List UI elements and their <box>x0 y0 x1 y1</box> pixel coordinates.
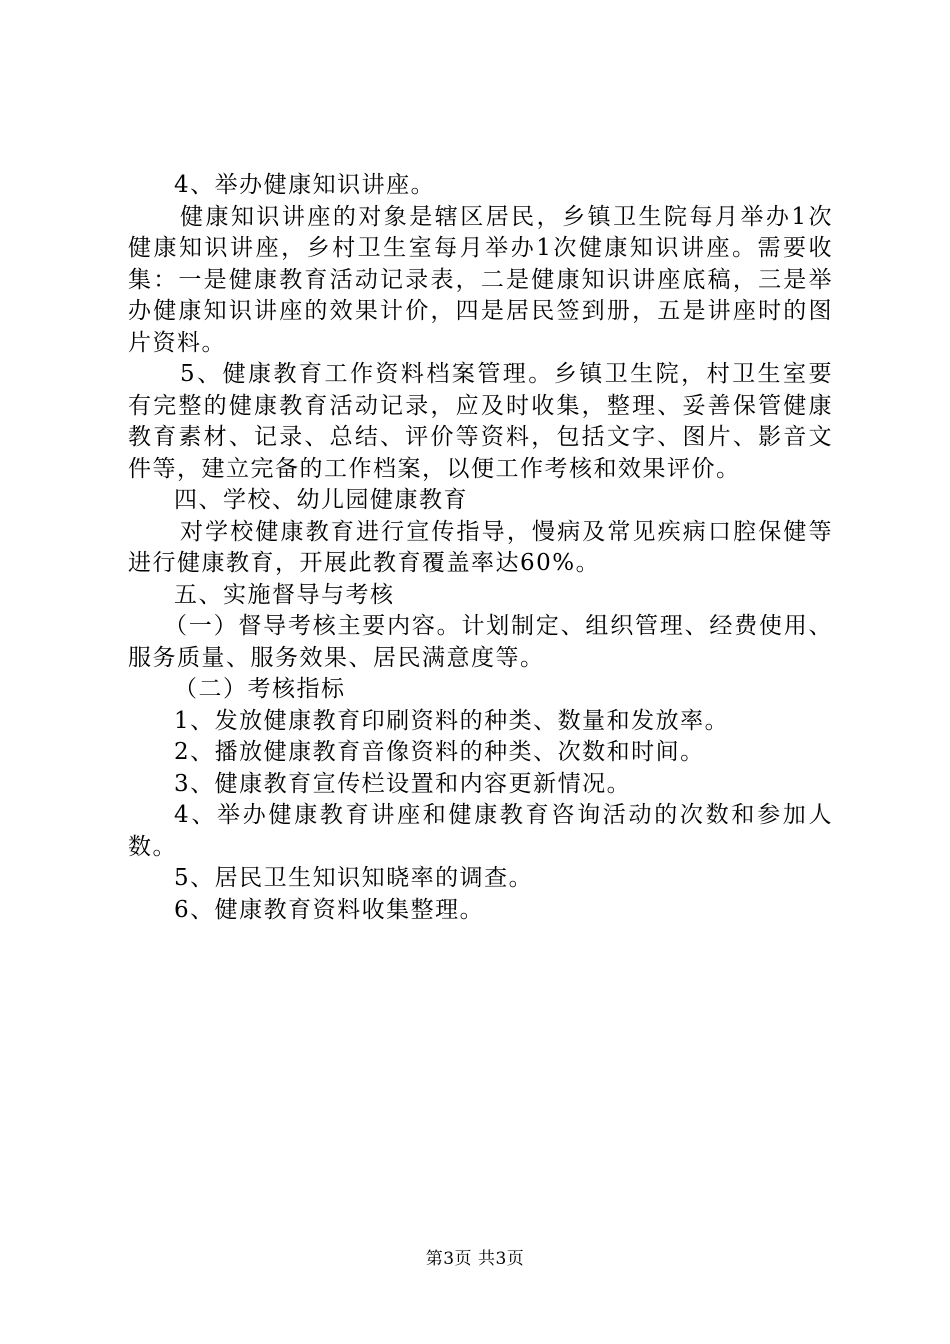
indicator-item: 3、健康教育宣传栏设置和内容更新情况。 <box>174 770 632 797</box>
indicator-item: 4、举办健康教育讲座和健康教育咨询活动的次数和参加人数。 <box>128 802 833 860</box>
paragraph-lecture: 健康知识讲座的对象是辖区居民，乡镇卫生院每月举办1次健康知识讲座，乡村卫生室每月举办1次健康知识讲座。需要收集：一是健康教育活动记录表，二是健康知识讲座底稿，三是举办健康知识讲座的效果计价，四是居民签到册，五是讲座时的图片资料。 <box>128 203 833 356</box>
document-body <box>128 170 833 926</box>
section-heading-school: 四、学校、幼儿园健康教育 <box>174 487 468 513</box>
indicator-item: 2、播放健康教育音像资料的种类、次数和时间。 <box>174 739 705 765</box>
indicator-item: 5、居民卫生知识知晓率的调查。 <box>174 865 534 891</box>
indicator-item: 6、健康教育资料收集整理。 <box>174 896 485 923</box>
indicator-item: 1、发放健康教育印刷资料的种类、数量和发放率。 <box>174 707 730 734</box>
subheading-indicators: （二）考核指标 <box>174 676 346 702</box>
section-heading-supervision: 五、实施督导与考核 <box>174 581 395 608</box>
heading-lecture: 4、举办健康知识讲座。 <box>174 172 436 198</box>
paragraph-supervision-content: （一）督导考核主要内容。计划制定、组织管理、经费使用、服务质量、服务效果、居民满意度等。 <box>128 613 833 671</box>
paragraph-school: 对学校健康教育进行宣传指导，慢病及常见疾病口腔保健等进行健康教育，开展此教育覆盖率达60%。 <box>128 518 833 576</box>
page-number-footer: 第3页 共3页 <box>425 1249 525 1269</box>
paragraph-archive: 5、健康教育工作资料档案管理。乡镇卫生院，村卫生室要有完整的健康教育活动记录，应及时收集，整理、妥善保管健康教育素材、记录、总结、评价等资料，包括文字、图片、影音文件等，建立完备的工作档案，以便工作考核和效果评价。 <box>128 361 833 482</box>
